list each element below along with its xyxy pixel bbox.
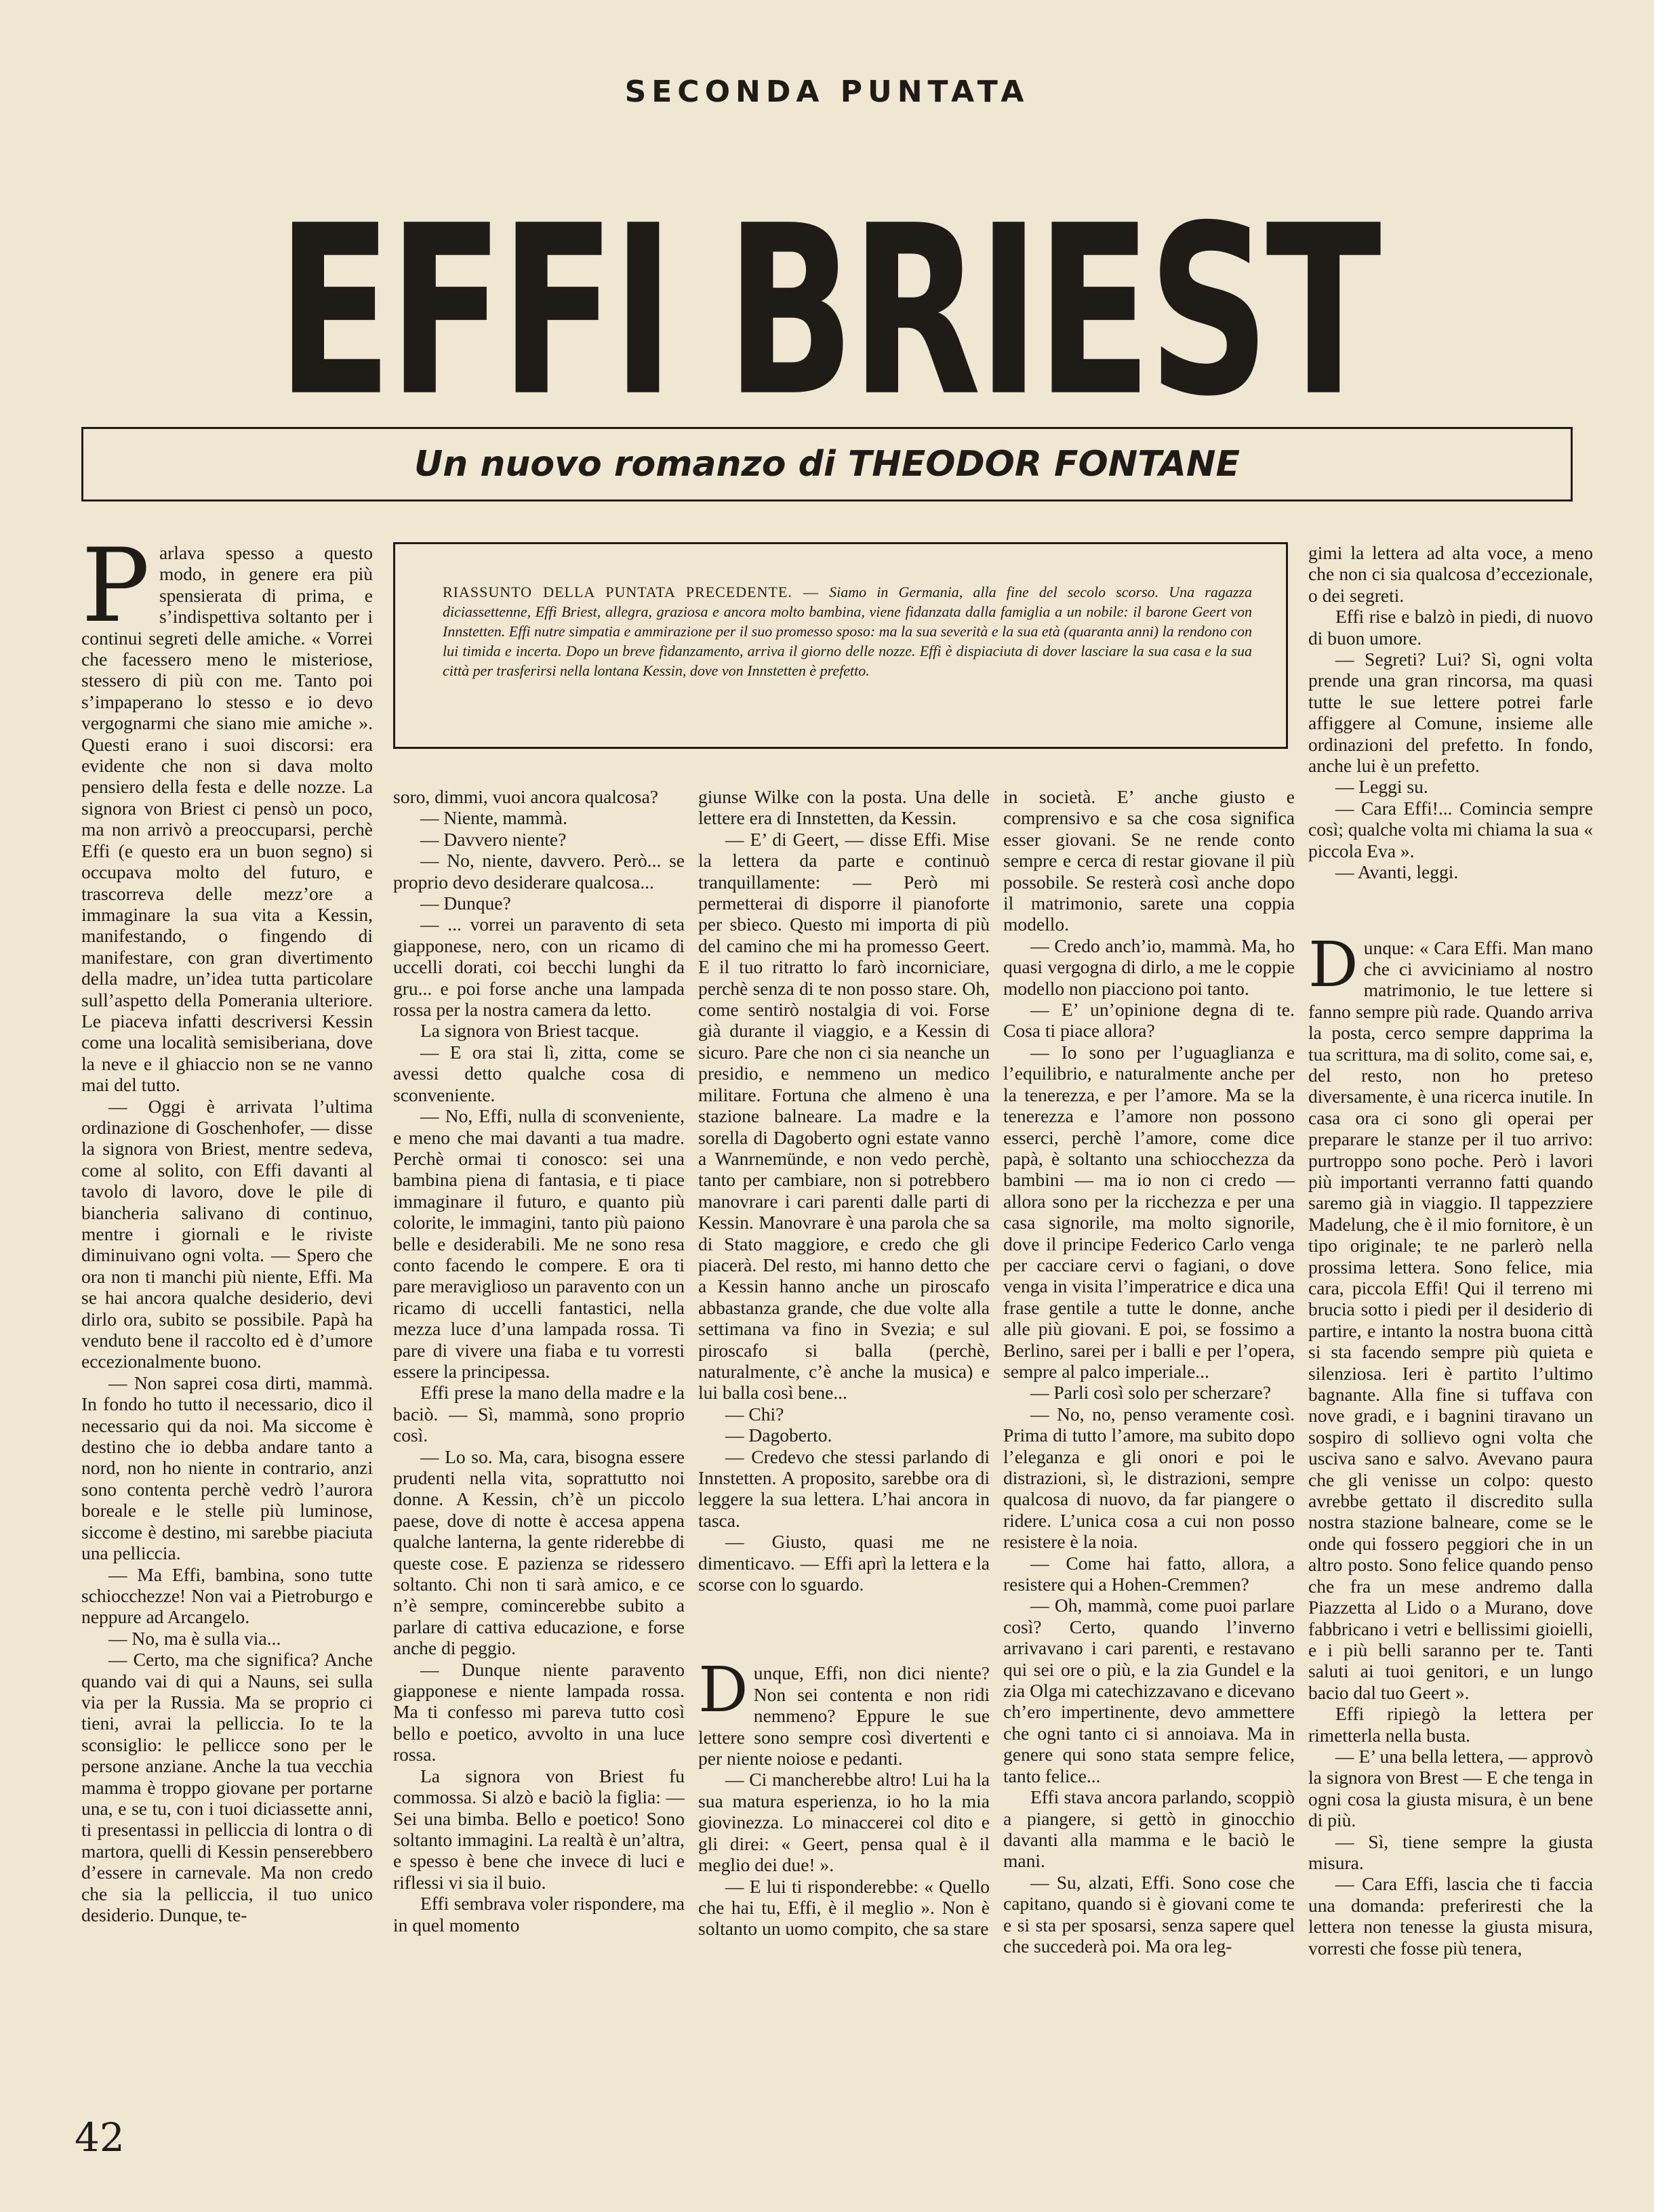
dropcap-letter: D <box>698 1654 748 1727</box>
dropcap-letter: P <box>81 542 150 645</box>
paragraph: in società. E’ anche giusto e comprensivo e sa che cosa significa esser giovani. Se ne rende conto sempre e cerca di restar giovane il più possobile. Se resterà così anche dopo il matrimonio, sarete una coppia modello. <box>1003 786 1295 935</box>
column-1 <box>81 542 373 2094</box>
paragraph: — Giusto, quasi me ne dimenticavo. — Effi aprì la lettera e la scorse con lo sguardo. <box>698 1531 990 1595</box>
paragraph-dropcap <box>81 542 373 1096</box>
subtitle-box <box>81 427 1573 501</box>
paragraph: — Credevo che stessi parlando di Innstetten. A proposito, sarebbe ora di leggere la sua lettera. L’hai ancora in tasca. <box>698 1446 990 1531</box>
paragraph: — E lui ti risponderebbe: « Quello che hai tu, Effi, è il meglio ». Non è soltanto un uomo compito, che sa stare <box>698 1875 990 1940</box>
summary-lead: RIASSUNTO DELLA PUNTATA PRECEDENTE. — <box>443 583 820 600</box>
paragraph: unque: « Cara Effi. Man mano che ci avviciniamo al nostro matrimonio, le tue lettere si fanno sempre più rade. Quando arriva la posta, cerco sempre dapprima la tua scrittura, ma di solito, come sai, e, del resto, non ho preteso diversamente, è una ricerca inutile. In casa ora ci sono gli operai per preparare le stanze per il tuo arrivo: purtroppo sono poche. Però i lavori più importanti verranno fatti quando saremo già in viaggio. Il tappezziere Madelung, che è il mio fornitore, è un tipo originale; te ne parlerò nella prossima lettera. Sono felice, mia cara, piccola Effi! Qui il terreno mi brucia sotto i piedi per il desiderio di partire, e intanto la nostra buona città si sta facendo sempre più quieta e silenziosa. Ieri è partito l’ultimo bagnante. Alla fine si tuffava con nove gradi, e i bagnini tiravano un sospiro di sollievo ogni volta che usciva sano e salvo. Avevano paura che gli venisse un colpo: questo avrebbe gettato il discredito sulla nostra stazione balneare, come se le onde qui fossero peggiori che in un altro posto. Sono felice quando penso che fra un mese andremo dalla Piazzetta al Lido o a Murano, dove fabbricano i vetri e bellissimi gioielli, e i più belli saranno per te. Tanti saluti ai tuoi genitori, e un lungo bacio dal tuo Geert ». <box>1308 937 1593 1703</box>
paragraph: — Dunque niente paravento giapponese e niente lampada rossa. Ma ti confesso mi pareva tutto così bello e poetico, avvolto in una luce rossa. <box>393 1658 685 1765</box>
paragraph: giunse Wilke con la posta. Una delle lettere era di Innstetten, da Kessin. <box>698 786 990 829</box>
column-2 <box>393 786 685 2094</box>
paragraph: — Certo, ma che significa? Anche quando vai di qui a Nauns, sei sulla via per la Russia. Ma se proprio ci tieni, avrai la pelliccia. Io te la sconsiglio: le pellicce sono per le persone anziane. Anche la tua vecchia mamma è troppo giovane per portarne una, e se tu, con i tuoi diciassette anni, ti presentassi in pelliccia di lontra o di martora, quelli di Kessin penserebbero d’essere in carnevale. Ma non credo che sia la pelliccia, il tuo unico desiderio. Dunque, te- <box>81 1649 373 1925</box>
kicker-label: SECONDA PUNTATA <box>624 75 1030 109</box>
paragraph: Effi ripiegò la lettera per rimetterla nella busta. <box>1308 1703 1593 1746</box>
page-title: EFFI BRIEST <box>277 175 1377 448</box>
paragraph: — Avanti, leggi. <box>1335 861 1459 883</box>
paragraph: — Oggi è arrivata l’ultima ordinazione di Goschenhofer, — disse la signora von Briest, mentre sedeva, come al solito, con Effi davanti al tavolo di lavoro, dove le pile di biancheria salivano di continuo, mentre i giornali e le riviste diminuivano ogni volta. — Spero che ora non ti manchi più niente, Effi. Ma se hai ancora qualche desiderio, devi dirlo ora, subito se possibile. Papà ha venduto bene il raccolto ed è d’umore eccezionalmente buono. <box>81 1095 373 1372</box>
paragraph: — Segreti? Lui? Sì, ogni volta prende una gran rincorsa, ma quasi tutte le sue lettere potrei farle affiggere al Comune, insieme alle ordinazioni del prefetto. In fondo, anche lui è un prefetto. <box>1308 649 1593 777</box>
paragraph: unque, Effi, non dici niente? Non sei contenta e non ridi nemmeno? Eppure le sue lettere sono sempre così divertenti e per niente noiose e pedanti. <box>698 1662 990 1769</box>
paragraph: — No, ma è sulla via... <box>108 1627 281 1649</box>
paragraph: — Credo anch’io, mammà. Ma, ho quasi vergogna di dirlo, a me le coppie modello non piacciono poi tanto. <box>1003 935 1295 999</box>
paragraph: gimi la lettera ad alta voce, a meno che non ci sia qualcosa d’eccezionale, o dei segreti. <box>1308 542 1593 606</box>
paragraph: — Ci mancherebbe altro! Lui ha la sua matura esperienza, io ho la mia giovinezza. Lo minaccerei col dito e gli direi: « Geert, pensa qual è il meglio dei due! ». <box>698 1769 990 1876</box>
paragraph: — Oh, mammà, come puoi parlare così? Certo, quando l’inverno arrivavano i cari parenti, e restavano qui sei ore o più, e la zia Gundel e la zia Olga mi catechizzavano e dicevano ch’ero impertinente, devo ammettere che ogni tanto ci si annoiava. Ma in genere qui sono stata sempre felice, tanto felice... <box>1003 1595 1295 1786</box>
paragraph: Effi prese la mano della madre e la baciò. — Sì, mammà, sono proprio così. <box>393 1382 685 1446</box>
paragraph: — Parli così solo per scherzare? <box>1030 1382 1272 1404</box>
summary-text: Siamo in Germania, alla fine del secolo scorso. Una ragazza diciassettenne, Effi Briest, allegra, graziosa e ancora molto bambina, viene fidanzata dalla famiglia a un nobile: il barone Geert von Innstetten. Effi nutre simpatia e ammirazione per il suo promesso sposo: ma la sua severità e la sua età (quaranta anni) la rendono con lui timida e incerta. Dopo un breve fidanzamento, arriva il giorno delle nozze. Effi è dispiaciuta di dover lasciare la sua casa e la sua città per trasferirsi nella lontana Kessin, dove von Innstetten è prefetto. <box>443 583 1253 679</box>
page-number: 42 <box>75 2114 125 2160</box>
paragraph: — E’ un’opinione degna di te. Cosa ti piace allora? <box>1003 999 1295 1042</box>
paragraph: — Io sono per l’uguaglianza e l’equilibrio, e naturalmente anche per la tenerezza, e per l’amore. Ma se la tenerezza e l’amore non possono esserci, perchè l’amore, come dice papà, è soltanto una schiocchezza da bambini — ma io non ci credo — allora sono per la ricchezza e per una casa signorile, ma molto signorile, dove il principe Federico Carlo venga per cacciare cervi o fagiani, o dove venga in visita l’imperatrice e dica una frase gentile a tutte le donne, anche alle più giovani. E poi, se fossimo a Berlino, sarei per i balli e per l’opera, sempre al palco imperiale... <box>1003 1041 1295 1382</box>
paragraph: — E’ di Geert, — disse Effi. Mise la lettera da parte e continuò tranquillamente: — Però mi permetterai di disporre il pianoforte per sbieco. Questo mi importa di più del camino che mi ha promesso Geert. E il tuo ritratto lo farò incorniciare, perchè senza di te non posso stare. Oh, come sentirò nostalgia di voi. Forse già durante il viaggio, e a Kessin di sicuro. Pare che non ci sia neanche un presidio, e nemmeno un medico militare. Fortuna che almeno è una stazione balneare. La madre e la sorella di Dagoberto ogni estate vanno a Wanrnemünde, e non vedo perchè, tanto per cambiare, non si potrebbero manovrare i cari parenti dalle parti di Kessin. Manovrare è una parola che sa di Stato maggiore, e credo che gli piacerà. Del resto, mi hanno detto che a Kessin hanno anche un piroscafo abbastanza grande, che due volte alla settimana va fino in Svezia; e sul piroscafo si balla (perchè, naturalmente, c’è anche la musica) e lui balla così bene... <box>698 828 990 1404</box>
section-spacer <box>698 1595 990 1662</box>
paragraph: — Su, alzati, Effi. Sono cose che capitano, quando si è giovani come te e si sta per sposarsi, senza sapere quel che succederà poi. Ma ora leg- <box>1003 1871 1295 1957</box>
paragraph: Effi rise e balzò in piedi, di nuovo di buon umore. <box>1308 606 1593 649</box>
paragraph: Effi stava ancora parlando, scoppiò a piangere, si gettò in ginocchio davanti alla mamma e le baciò le mani. <box>1003 1786 1295 1872</box>
paragraph: — Ma Effi, bambina, sono tutte schiocchezze! Non vai a Pietroburgo e neppure ad Arcangelo. <box>81 1563 373 1628</box>
paragraph: — No, Effi, nulla di sconveniente, e meno che mai davanti a tua madre. Perchè ormai ti conosco: sei una bambina piena di fantasia, e ti piace immaginare il futuro, e quanto più colorite, le immagini, tanto più paiono belle e desiderabili. Me ne sono resa conto facendo le compere. E ora ti pare meraviglioso un paravento con un ricamo di uccelli fantastici, nella mezza luce d’una lampada rossa. Ti pare di vivere una fiaba e tu vorresti essere la principessa. <box>393 1105 685 1382</box>
summary-box <box>393 542 1288 749</box>
paragraph: — Chi? <box>725 1403 784 1425</box>
paragraph: — Non saprei cosa dirti, mammà. In fondo ho tutto il necessario, dico il necessario qui da noi. Ma siccome è destino che io debba andare tanto a nord, non ho niente in contrario, anzi sono contenta perchè vedrò l’aurora boreale e le stelle più luminose, siccome è destino, mi sarebbe piaciuta una pelliccia. <box>81 1372 373 1564</box>
dropcap-letter: D <box>1308 928 1358 1001</box>
paragraph: — No, no, penso veramente così. Prima di tutto l’amore, ma subito dopo l’eleganza e gli onori e poi le distrazioni, sì, le distrazioni, sempre qualcosa di nuovo, da far piangere o ridere. L’unica cosa a cui non posso resistere è la noia. <box>1003 1403 1295 1553</box>
paragraph: — Sì, tiene sempre la giusta misura. <box>1308 1830 1593 1873</box>
paragraph-dropcap <box>698 1654 990 1769</box>
paragraph: — Come hai fatto, allora, a resistere qui a Hohen-Cremmen? <box>1003 1552 1295 1595</box>
paragraph: — Cara Effi, lascia che ti faccia una domanda: preferiresti che la lettera non tenesse la giusta misura, vorresti che fosse più tenera, <box>1308 1873 1593 1959</box>
paragraph-dropcap <box>1308 928 1593 1704</box>
paragraph: — Niente, mammà. <box>420 807 567 829</box>
paragraph: — E’ una bella lettera, — approvò la signora von Brest — E che tenga in ogni cosa la giusta misura, è un bene di più. <box>1308 1745 1593 1831</box>
paragraph: — Dagoberto. <box>725 1425 832 1446</box>
paragraph: — Leggi su. <box>1335 776 1428 798</box>
paragraph: — Lo so. Ma, cara, bisogna essere prudenti nella vita, soprattutto noi donne. A Kessin, ch’è un piccolo paese, dove di notte è accesa appena qualche lanterna, la gente riderebbe di queste cose. E pazienza se ridessero soltanto. Chi non ti sarà amico, e ce n’è sempre, comincerebbe subito a parlare di cattiva educazione, e forse anche di peggio. <box>393 1446 685 1659</box>
paragraph: arlava spesso a questo modo, in genere era più spensierata di prima, e s’indispettiva soltanto per i continui segreti delle amiche. « Vorrei che facessero meno le misteriose, stessero di più con me. Tanto poi s’impaperano lo stesso e io devo vergognarmi che siano mie amiche ». Questi erano i suoi discorsi: era evidente che non si dava molto pensiero della festa e delle nozze. La signora von Briest ci pensò un poco, ma non arrivò a preoccuparsi, perchè Effi (e questo era un buon segno) si occupava molto del futuro, e trascorreva delle mezz’ore a immaginare la sua vita a Kessin, manifestando, o fingendo di manifestare, con gran divertimento della madre, un’idea tutta particolare sull’aspetto della Pomerania ulteriore. Le piaceva infatti descriversi Kessin come una località semisiberiana, dove la neve e il ghiaccio non se ne vanno mai del tutto. <box>81 542 373 1096</box>
paragraph: Effi sembrava voler rispondere, ma in quel momento <box>393 1893 685 1936</box>
paragraph: soro, dimmi, vuoi ancora qualcosa? <box>393 786 659 807</box>
column-3 <box>698 786 990 2094</box>
column-5 <box>1308 542 1593 2094</box>
paragraph: — E ora stai lì, zitta, come se avessi detto qualche cosa di sconveniente. <box>393 1041 685 1105</box>
paragraph: — ... vorrei un paravento di seta giapponese, nero, con un ricamo di uccelli dorati, coi becchi lunghi da gru... e poi forse anche una lampada rossa per la nostra camera da letto. <box>393 914 685 1021</box>
column-4 <box>1003 786 1295 2094</box>
paragraph: — Cara Effi!... Comincia sempre così; qualche volta mi chiama la sua « piccola Eva ». <box>1308 797 1593 861</box>
paragraph: La signora von Briest tacque. <box>420 1020 640 1042</box>
paragraph: — Dunque? <box>420 893 511 914</box>
paragraph: La signora von Briest fu commossa. Si alzò e baciò la figlia: — Sei una bimba. Bello e poetico! Sono soltanto immagini. La realtà è un’altra, e spesso è bene che invece di luci e riflessi vi sia il buio. <box>393 1765 685 1893</box>
paragraph: — Davvero niente? <box>420 828 567 850</box>
paragraph: — No, niente, davvero. Però... se proprio devo desiderare qualcosa... <box>393 850 685 893</box>
subtitle: Un nuovo romanzo di THEODOR FONTANE <box>414 444 1240 485</box>
